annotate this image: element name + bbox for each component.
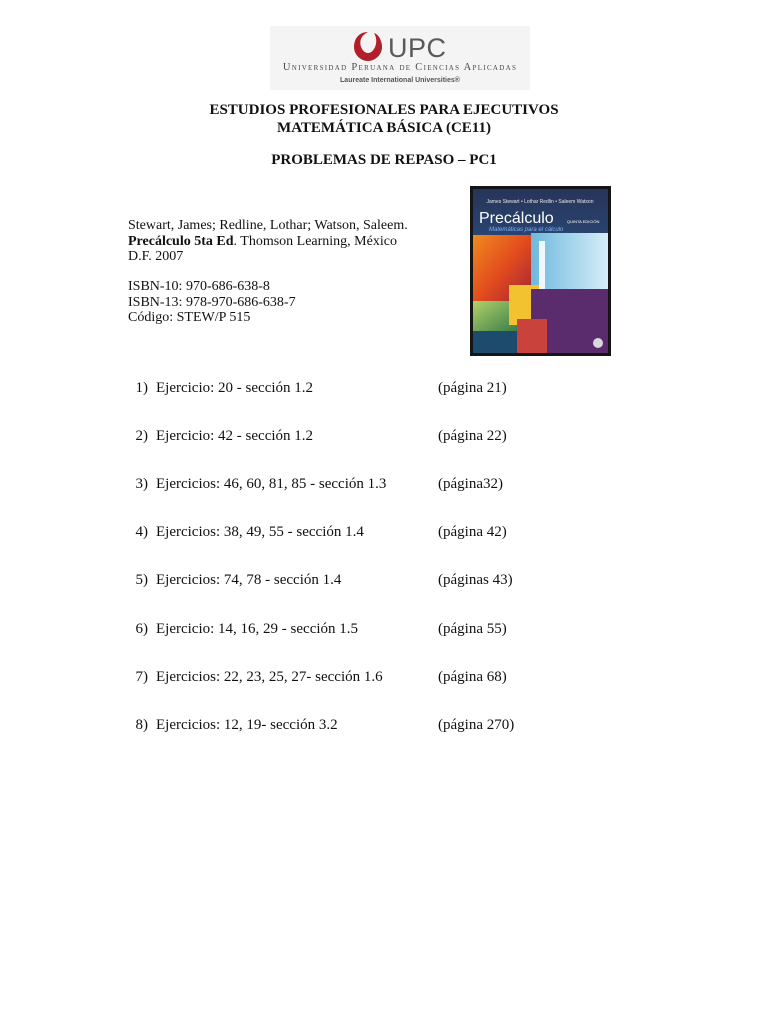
exercise-number: 4) xyxy=(135,524,148,540)
exercise-page: (página 42) xyxy=(438,524,507,540)
list-item xyxy=(0,524,768,542)
list-item xyxy=(0,621,768,639)
exercise-page: (página 55) xyxy=(438,621,507,637)
cover-authors: James Stewart • Lothar Redlin • Saleem Watson xyxy=(486,199,594,205)
exercise-number: 1) xyxy=(135,380,148,396)
list-item xyxy=(0,476,768,494)
list-item xyxy=(0,572,768,590)
cover-subtitle: Matemáticas para el cálculo xyxy=(489,227,564,233)
exercise-text: Ejercicios: 74, 78 - sección 1.4 xyxy=(156,572,342,588)
exercise-number: 3) xyxy=(135,476,148,492)
upc-emblem-icon xyxy=(352,30,384,62)
upc-logo xyxy=(270,26,530,90)
exercise-page: (páginas 43) xyxy=(438,572,513,588)
logo-university-name: Universidad Peruana de Ciencias Aplicadas xyxy=(282,62,518,73)
book-cover-art xyxy=(473,189,608,353)
reference-place-date: D.F. 2007 xyxy=(128,249,184,264)
book-cover-image xyxy=(470,186,611,356)
cover-title: Precálculo xyxy=(479,210,554,227)
exercise-number: 8) xyxy=(135,717,148,733)
list-item xyxy=(0,717,768,735)
exercise-text: Ejercicios: 22, 23, 25, 27- sección 1.6 xyxy=(156,669,383,685)
reference-publisher: . Thomson Learning, México xyxy=(233,234,397,249)
reference-authors: Stewart, James; Redline, Lothar; Watson, Saleem. xyxy=(128,218,408,233)
list-item xyxy=(0,669,768,687)
reference-code: Código: STEW/P 515 xyxy=(128,310,251,325)
exercise-page: (página 270) xyxy=(438,717,515,733)
header-subtitle: PROBLEMAS DE REPASO – PC1 xyxy=(271,152,497,168)
exercise-text: Ejercicio: 20 - sección 1.2 xyxy=(156,380,314,396)
reference-title-line xyxy=(128,234,397,250)
exercise-page: (página32) xyxy=(438,476,503,492)
list-item xyxy=(0,428,768,446)
exercise-text: Ejercicios: 46, 60, 81, 85 - sección 1.3 xyxy=(156,476,387,492)
exercise-text: Ejercicio: 42 - sección 1.2 xyxy=(156,428,314,444)
reference-isbn10: ISBN-10: 970-686-638-8 xyxy=(128,279,270,294)
exercise-text: Ejercicios: 12, 19- sección 3.2 xyxy=(156,717,338,733)
reference-book-title: Precálculo 5ta Ed xyxy=(128,234,234,249)
header-course: MATEMÁTICA BÁSICA (CE11) xyxy=(277,120,491,136)
logo-network-name: Laureate International Universities® xyxy=(340,77,460,84)
exercise-page: (página 22) xyxy=(438,428,507,444)
exercise-page: (página 21) xyxy=(438,380,507,396)
exercise-page: (página 68) xyxy=(438,669,507,685)
cover-edition: QUINTA EDICIÓN xyxy=(567,219,600,224)
exercise-text: Ejercicios: 38, 49, 55 - sección 1.4 xyxy=(156,524,364,540)
exercise-number: 2) xyxy=(135,428,148,444)
exercise-number: 5) xyxy=(135,572,148,588)
reference-isbn13: ISBN-13: 978-970-686-638-7 xyxy=(128,295,296,310)
list-item xyxy=(0,380,768,398)
exercise-text: Ejercicio: 14, 16, 29 - sección 1.5 xyxy=(156,621,359,637)
header-program: ESTUDIOS PROFESIONALES PARA EJECUTIVOS xyxy=(209,102,559,118)
logo-wordmark: UPC xyxy=(388,33,447,63)
exercise-number: 7) xyxy=(135,669,148,685)
exercise-number: 6) xyxy=(135,621,148,637)
